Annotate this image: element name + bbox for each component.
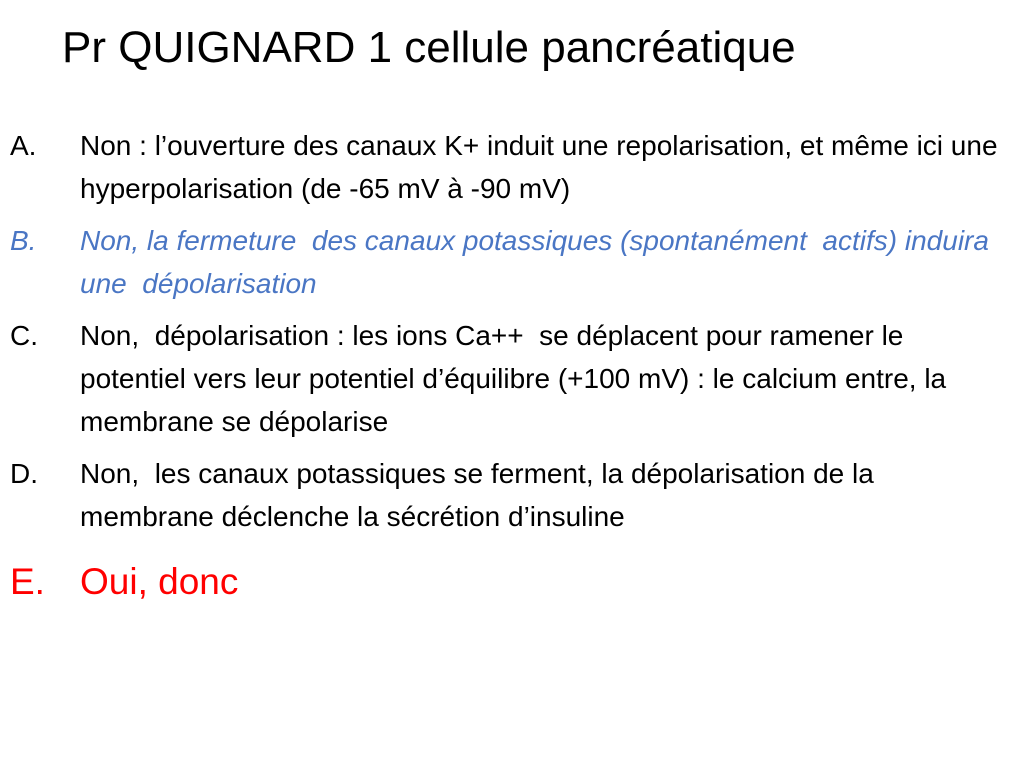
answer-item-c	[0, 314, 1024, 443]
answer-list	[0, 124, 1024, 617]
answer-marker: A.	[10, 130, 37, 161]
answer-text: Non : l’ouverture des canaux K+ induit une repolarisation, et même ici une hyperpolarisation (de -65 mV à -90 mV)	[80, 130, 1006, 204]
answer-item-a	[0, 124, 1024, 210]
answer-text: Non, la fermeture des canaux potassiques (spontanément actifs) induira une dépolarisation	[80, 225, 997, 299]
answer-marker: C.	[10, 320, 38, 351]
answer-marker: D.	[10, 458, 38, 489]
answer-marker: B.	[10, 225, 37, 256]
answer-marker: E.	[10, 561, 45, 602]
answer-item-e	[0, 556, 1024, 608]
answer-text: Non, dépolarisation : les ions Ca++ se déplacent pour ramener le potentiel vers leur potentiel d’équilibre (+100 mV) : le calcium entre, la membrane se dépolarise	[80, 320, 954, 437]
answer-item-b	[0, 219, 1024, 305]
slide-title: Pr QUIGNARD 1 cellule pancréatique	[62, 23, 796, 72]
answer-text: Non, les canaux potassiques se ferment, la dépolarisation de la membrane déclenche la sécrétion d’insuline	[80, 458, 882, 532]
answer-item-d	[0, 452, 1024, 538]
answer-text: Oui, donc	[80, 561, 239, 602]
